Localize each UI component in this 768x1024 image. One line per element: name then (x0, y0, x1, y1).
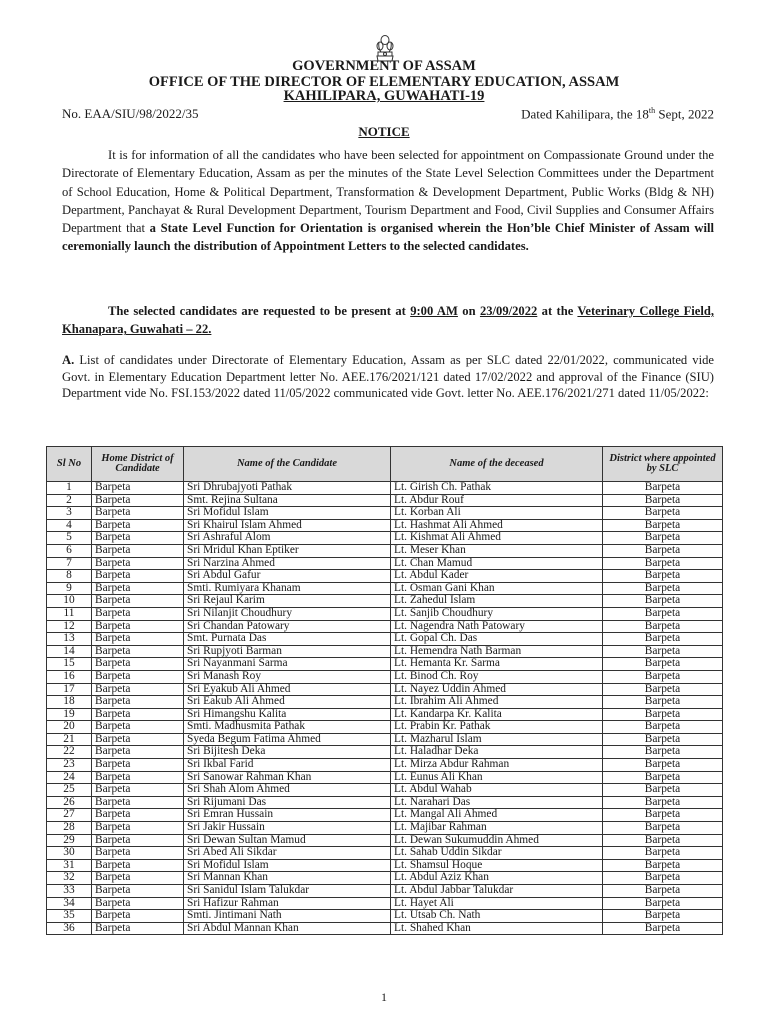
cell-deceased-name: Lt. Meser Khan (391, 544, 603, 557)
cell-deceased-name: Lt. Zahedul Islam (391, 595, 603, 608)
table-row (47, 822, 723, 835)
header-candidate-name: Name of the Candidate (184, 447, 391, 482)
cell-deceased-name: Lt. Hashmat Ali Ahmed (391, 519, 603, 532)
cell-district-appointed: Barpeta (603, 834, 723, 847)
table-row (47, 670, 723, 683)
cell-deceased-name: Lt. Korban Ali (391, 507, 603, 520)
cell-district-appointed: Barpeta (603, 885, 723, 898)
cell-deceased-name: Lt. Gopal Ch. Das (391, 633, 603, 646)
table-row (47, 922, 723, 935)
cell-deceased-name: Lt. Abdul Jabbar Talukdar (391, 885, 603, 898)
cell-sl-no: 19 (47, 708, 92, 721)
table-row (47, 620, 723, 633)
notice-title: NOTICE (358, 124, 410, 139)
table-row (47, 897, 723, 910)
page-number: 1 (381, 990, 387, 1004)
cell-candidate-name: Sri Shah Alom Ahmed (184, 784, 391, 797)
header-deceased-name: Name of the deceased (391, 447, 603, 482)
date-prefix: Dated Kahilipara, the 18 (521, 106, 649, 122)
table-row (47, 570, 723, 583)
cell-deceased-name: Lt. Hayet Ali (391, 897, 603, 910)
cell-sl-no: 20 (47, 721, 92, 734)
cell-home-district: Barpeta (92, 582, 184, 595)
table-row (47, 872, 723, 885)
cell-sl-no: 12 (47, 620, 92, 633)
cell-deceased-name: Lt. Majibar Rahman (391, 822, 603, 835)
cell-candidate-name: Sri Hafizur Rahman (184, 897, 391, 910)
table-row (47, 847, 723, 860)
table-row (47, 809, 723, 822)
cell-district-appointed: Barpeta (603, 733, 723, 746)
cell-district-appointed: Barpeta (603, 570, 723, 583)
table-row (47, 519, 723, 532)
paragraph-list-intro (62, 352, 714, 402)
paragraph-information (62, 146, 714, 256)
cell-sl-no: 6 (47, 544, 92, 557)
cell-home-district: Barpeta (92, 570, 184, 583)
cell-home-district: Barpeta (92, 859, 184, 872)
cell-candidate-name: Sri Rupjyoti Barman (184, 645, 391, 658)
cell-home-district: Barpeta (92, 784, 184, 797)
cell-district-appointed: Barpeta (603, 670, 723, 683)
cell-home-district: Barpeta (92, 645, 184, 658)
table-row (47, 658, 723, 671)
cell-candidate-name: Sri Mannan Khan (184, 872, 391, 885)
cell-deceased-name: Lt. Shahed Khan (391, 922, 603, 935)
cell-district-appointed: Barpeta (603, 658, 723, 671)
cell-home-district: Barpeta (92, 771, 184, 784)
cell-district-appointed: Barpeta (603, 897, 723, 910)
cell-district-appointed: Barpeta (603, 721, 723, 734)
cell-deceased-name: Lt. Dewan Sukumuddin Ahmed (391, 834, 603, 847)
cell-deceased-name: Lt. Nayez Uddin Ahmed (391, 683, 603, 696)
table-header-row (47, 447, 723, 482)
cell-candidate-name: Sri Abdul Mannan Khan (184, 922, 391, 935)
cell-district-appointed: Barpeta (603, 633, 723, 646)
cell-deceased-name: Lt. Narahari Das (391, 796, 603, 809)
table-row (47, 834, 723, 847)
cell-home-district: Barpeta (92, 796, 184, 809)
cell-home-district: Barpeta (92, 759, 184, 772)
cell-home-district: Barpeta (92, 519, 184, 532)
cell-candidate-name: Sri Mofidul Islam (184, 859, 391, 872)
cell-sl-no: 33 (47, 885, 92, 898)
cell-sl-no: 22 (47, 746, 92, 759)
cell-deceased-name: Lt. Abdul Aziz Khan (391, 872, 603, 885)
table-row (47, 696, 723, 709)
cell-candidate-name: Sri Khairul Islam Ahmed (184, 519, 391, 532)
reference-date (521, 106, 714, 122)
cell-district-appointed: Barpeta (603, 507, 723, 520)
header-address: KAHILIPARA, GUWAHATI-19 (283, 88, 485, 104)
cell-district-appointed: Barpeta (603, 922, 723, 935)
cell-candidate-name: Sri Mofidul Islam (184, 507, 391, 520)
cell-sl-no: 21 (47, 733, 92, 746)
cell-home-district: Barpeta (92, 544, 184, 557)
cell-deceased-name: Lt. Mirza Abdur Rahman (391, 759, 603, 772)
cell-home-district: Barpeta (92, 721, 184, 734)
cell-sl-no: 3 (47, 507, 92, 520)
cell-home-district: Barpeta (92, 482, 184, 495)
cell-deceased-name: Lt. Prabin Kr. Pathak (391, 721, 603, 734)
list-intro-text: List of candidates under Directorate of Elementary Education, Assam as per SLC dated 22/01/2022, communicated vide Govt. in Elementary Education Department letter No. AEE.176/2021/121 dated 17/02/2022 and approval of the Finance (SIU) Department vide No. FSI.153/2022 dated 11/05/2022 communicated vide Govt. letter No. AEE.176/2021/271 dated 11/05/2022: (62, 353, 714, 400)
table-row (47, 910, 723, 923)
cell-deceased-name: Lt. Kandarpa Kr. Kalita (391, 708, 603, 721)
cell-candidate-name: Sri Nayanmani Sarma (184, 658, 391, 671)
cell-district-appointed: Barpeta (603, 607, 723, 620)
cell-candidate-name: Smt. Rejina Sultana (184, 494, 391, 507)
cell-district-appointed: Barpeta (603, 796, 723, 809)
cell-district-appointed: Barpeta (603, 532, 723, 545)
cell-home-district: Barpeta (92, 670, 184, 683)
cell-sl-no: 23 (47, 759, 92, 772)
cell-candidate-name: Sri Dhrubajyoti Pathak (184, 482, 391, 495)
cell-district-appointed: Barpeta (603, 822, 723, 835)
cell-sl-no: 16 (47, 670, 92, 683)
cell-home-district: Barpeta (92, 696, 184, 709)
cell-home-district: Barpeta (92, 733, 184, 746)
table-row (47, 645, 723, 658)
cell-sl-no: 30 (47, 847, 92, 860)
table-row (47, 532, 723, 545)
cell-sl-no: 31 (47, 859, 92, 872)
cell-district-appointed: Barpeta (603, 910, 723, 923)
cell-district-appointed: Barpeta (603, 620, 723, 633)
cell-sl-no: 14 (47, 645, 92, 658)
cell-candidate-name: Sri Eyakub Ali Ahmed (184, 683, 391, 696)
cell-candidate-name: Sri Mridul Khan Eptiker (184, 544, 391, 557)
cell-sl-no: 15 (47, 658, 92, 671)
cell-deceased-name: Lt. Osman Gani Khan (391, 582, 603, 595)
cell-district-appointed: Barpeta (603, 771, 723, 784)
table-body (47, 482, 723, 935)
cell-district-appointed: Barpeta (603, 809, 723, 822)
cell-deceased-name: Lt. Chan Mamud (391, 557, 603, 570)
cell-sl-no: 24 (47, 771, 92, 784)
cell-sl-no: 36 (47, 922, 92, 935)
cell-deceased-name: Lt. Binod Ch. Roy (391, 670, 603, 683)
reference-number: No. EAA/SIU/98/2022/35 (62, 106, 199, 121)
cell-district-appointed: Barpeta (603, 784, 723, 797)
cell-deceased-name: Lt. Mangal Ali Ahmed (391, 809, 603, 822)
cell-home-district: Barpeta (92, 658, 184, 671)
cell-candidate-name: Smt. Purnata Das (184, 633, 391, 646)
table-row (47, 708, 723, 721)
table-row (47, 595, 723, 608)
cell-candidate-name: Sri Bijitesh Deka (184, 746, 391, 759)
cell-home-district: Barpeta (92, 595, 184, 608)
cell-candidate-name: Smti. Rumiyara Khanam (184, 582, 391, 595)
table-row (47, 607, 723, 620)
cell-deceased-name: Lt. Girish Ch. Pathak (391, 482, 603, 495)
cell-district-appointed: Barpeta (603, 494, 723, 507)
table-row (47, 544, 723, 557)
cell-home-district: Barpeta (92, 746, 184, 759)
cell-sl-no: 2 (47, 494, 92, 507)
cell-candidate-name: Syeda Begum Fatima Ahmed (184, 733, 391, 746)
cell-deceased-name: Lt. Sanjib Choudhury (391, 607, 603, 620)
cell-deceased-name: Lt. Hemanta Kr. Sarma (391, 658, 603, 671)
cell-sl-no: 28 (47, 822, 92, 835)
cell-sl-no: 10 (47, 595, 92, 608)
cell-candidate-name: Sri Abdul Gafur (184, 570, 391, 583)
table-row (47, 582, 723, 595)
cell-home-district: Barpeta (92, 897, 184, 910)
cell-candidate-name: Sri Eakub Ali Ahmed (184, 696, 391, 709)
cell-candidate-name: Sri Rijumani Das (184, 796, 391, 809)
schedule-time: 9:00 AM (410, 304, 458, 318)
table-row (47, 746, 723, 759)
table-row (47, 507, 723, 520)
table-row (47, 733, 723, 746)
header-government: GOVERNMENT OF ASSAM (292, 58, 476, 74)
cell-home-district: Barpeta (92, 922, 184, 935)
schedule-text-2: on (457, 304, 480, 318)
cell-district-appointed: Barpeta (603, 696, 723, 709)
cell-deceased-name: Lt. Kishmat Ali Ahmed (391, 532, 603, 545)
table-row (47, 683, 723, 696)
cell-candidate-name: Sri Ikbal Farid (184, 759, 391, 772)
paragraph-schedule (62, 302, 714, 339)
cell-home-district: Barpeta (92, 532, 184, 545)
cell-home-district: Barpeta (92, 885, 184, 898)
table-row (47, 482, 723, 495)
cell-home-district: Barpeta (92, 620, 184, 633)
cell-deceased-name: Lt. Shamsul Hoque (391, 859, 603, 872)
header-home-district: Home District of Candidate (92, 447, 184, 482)
cell-district-appointed: Barpeta (603, 746, 723, 759)
cell-candidate-name: Sri Abed Ali Sikdar (184, 847, 391, 860)
table-row (47, 771, 723, 784)
cell-candidate-name: Sri Chandan Patowary (184, 620, 391, 633)
cell-deceased-name: Lt. Abdul Kader (391, 570, 603, 583)
cell-district-appointed: Barpeta (603, 519, 723, 532)
cell-district-appointed: Barpeta (603, 872, 723, 885)
cell-candidate-name: Sri Nilanjit Choudhury (184, 607, 391, 620)
cell-candidate-name: Sri Dewan Sultan Mamud (184, 834, 391, 847)
cell-candidate-name: Sri Jakir Hussain (184, 822, 391, 835)
cell-deceased-name: Lt. Eunus Ali Khan (391, 771, 603, 784)
cell-deceased-name: Lt. Mazharul Islam (391, 733, 603, 746)
cell-home-district: Barpeta (92, 633, 184, 646)
cell-candidate-name: Sri Himangshu Kalita (184, 708, 391, 721)
cell-deceased-name: Lt. Abdul Wahab (391, 784, 603, 797)
cell-sl-no: 13 (47, 633, 92, 646)
header-district-appointed: District where appointed by SLC (603, 447, 723, 482)
paragraph-information-text: It is for information of all the candidates who have been selected for appointment on Compassionate Ground under the Directorate of Elementary Education, Assam as per the minutes of the State Level Selection Committees under the Department of School Education, Home & Political Department, Transformation & Development Department, Public Works (Bldg & NH) Department, Panchayat & Rural Development Department, Tourism Department and Food, Civil Supplies and Consumer Affairs Department that (62, 148, 714, 236)
cell-sl-no: 7 (47, 557, 92, 570)
cell-district-appointed: Barpeta (603, 847, 723, 860)
table-row (47, 759, 723, 772)
cell-candidate-name: Sri Sanowar Rahman Khan (184, 771, 391, 784)
cell-district-appointed: Barpeta (603, 482, 723, 495)
cell-sl-no: 25 (47, 784, 92, 797)
cell-candidate-name: Sri Ashraful Alom (184, 532, 391, 545)
cell-sl-no: 26 (47, 796, 92, 809)
cell-sl-no: 35 (47, 910, 92, 923)
cell-sl-no: 4 (47, 519, 92, 532)
cell-sl-no: 32 (47, 872, 92, 885)
cell-home-district: Barpeta (92, 507, 184, 520)
schedule-text-3: at the (537, 304, 578, 318)
cell-home-district: Barpeta (92, 910, 184, 923)
cell-home-district: Barpeta (92, 834, 184, 847)
cell-district-appointed: Barpeta (603, 544, 723, 557)
table-row (47, 859, 723, 872)
cell-candidate-name: Smti. Madhusmita Pathak (184, 721, 391, 734)
date-suffix: Sept, 2022 (655, 106, 714, 122)
table-row (47, 784, 723, 797)
table-row (47, 721, 723, 734)
cell-home-district: Barpeta (92, 809, 184, 822)
cell-candidate-name: Smti. Jintimani Nath (184, 910, 391, 923)
cell-home-district: Barpeta (92, 872, 184, 885)
cell-home-district: Barpeta (92, 607, 184, 620)
cell-home-district: Barpeta (92, 708, 184, 721)
cell-candidate-name: Sri Narzina Ahmed (184, 557, 391, 570)
cell-sl-no: 18 (47, 696, 92, 709)
candidate-table (46, 446, 723, 935)
cell-deceased-name: Lt. Sahab Uddin Sikdar (391, 847, 603, 860)
schedule-venue: Veterinary College Field, Khanapara, Guwahati – 22. (62, 304, 715, 337)
cell-candidate-name: Sri Emran Hussain (184, 809, 391, 822)
cell-district-appointed: Barpeta (603, 708, 723, 721)
cell-district-appointed: Barpeta (603, 683, 723, 696)
header-sl-no: Sl No (47, 447, 92, 482)
header-office: OFFICE OF THE DIRECTOR OF ELEMENTARY EDUCATION, ASSAM (148, 74, 620, 90)
cell-sl-no: 5 (47, 532, 92, 545)
cell-sl-no: 8 (47, 570, 92, 583)
cell-deceased-name: Lt. Ibrahim Ali Ahmed (391, 696, 603, 709)
table-row (47, 633, 723, 646)
cell-district-appointed: Barpeta (603, 595, 723, 608)
cell-sl-no: 11 (47, 607, 92, 620)
cell-candidate-name: Sri Manash Roy (184, 670, 391, 683)
cell-sl-no: 27 (47, 809, 92, 822)
cell-district-appointed: Barpeta (603, 582, 723, 595)
cell-home-district: Barpeta (92, 557, 184, 570)
cell-home-district: Barpeta (92, 847, 184, 860)
cell-sl-no: 1 (47, 482, 92, 495)
date-sup: th (648, 106, 656, 115)
table-row (47, 557, 723, 570)
schedule-text-1: The selected candidates are requested to be present at (108, 304, 411, 318)
cell-home-district: Barpeta (92, 822, 184, 835)
cell-sl-no: 29 (47, 834, 92, 847)
cell-district-appointed: Barpeta (603, 759, 723, 772)
table-row (47, 494, 723, 507)
schedule-date: 23/09/2022 (479, 304, 538, 318)
cell-district-appointed: Barpeta (603, 645, 723, 658)
table-row (47, 796, 723, 809)
cell-sl-no: 34 (47, 897, 92, 910)
cell-home-district: Barpeta (92, 683, 184, 696)
cell-home-district: Barpeta (92, 494, 184, 507)
cell-district-appointed: Barpeta (603, 859, 723, 872)
cell-deceased-name: Lt. Utsab Ch. Nath (391, 910, 603, 923)
cell-sl-no: 17 (47, 683, 92, 696)
cell-candidate-name: Sri Sanidul Islam Talukdar (184, 885, 391, 898)
table-row (47, 885, 723, 898)
cell-deceased-name: Lt. Nagendra Nath Patowary (391, 620, 603, 633)
cell-sl-no: 9 (47, 582, 92, 595)
cell-district-appointed: Barpeta (603, 557, 723, 570)
cell-deceased-name: Lt. Haladhar Deka (391, 746, 603, 759)
cell-deceased-name: Lt. Hemendra Nath Barman (391, 645, 603, 658)
list-section-label: A. (62, 353, 75, 367)
paragraph-information-bold: a State Level Function for Orientation is organised wherein the Hon’ble Chief Minister of Assam will ceremonially launch the distribution of Appointment Letters to the selected candidates. (62, 221, 714, 254)
cell-deceased-name: Lt. Abdur Rouf (391, 494, 603, 507)
cell-candidate-name: Sri Rejaul Karim (184, 595, 391, 608)
